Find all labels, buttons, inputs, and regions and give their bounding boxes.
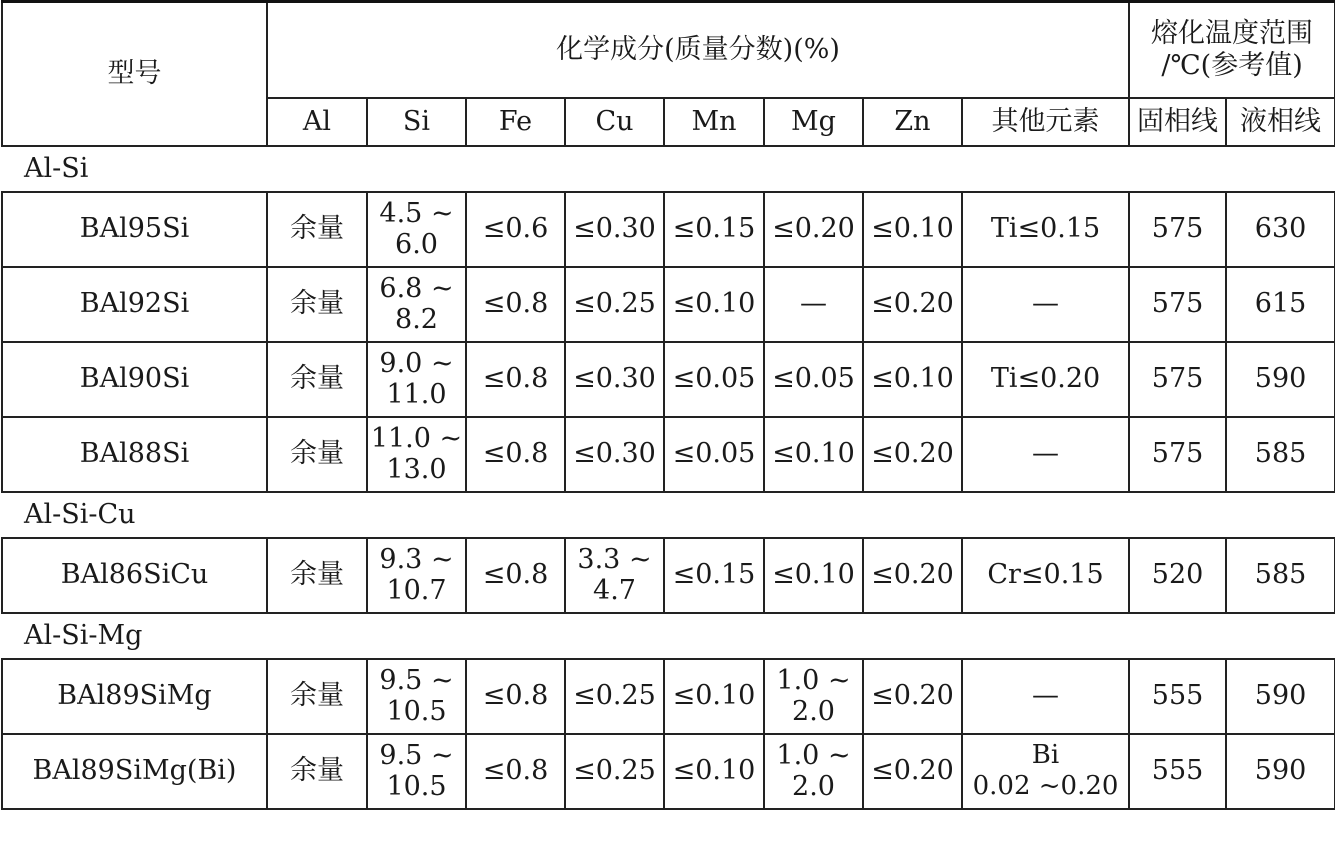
table-row [2, 192, 1335, 267]
cell-model: BAl88Si [2, 417, 267, 492]
cell-solidus: 520 [1129, 538, 1226, 613]
cell-zn: ≤0.20 [863, 538, 962, 613]
cell-liquidus: 585 [1226, 538, 1335, 613]
cell-zn: ≤0.10 [863, 192, 962, 267]
cell-cu: ≤0.30 [565, 417, 664, 492]
cell-mg-from: 1.0 ~ [776, 664, 851, 696]
cell-fe: ≤0.8 [466, 734, 565, 809]
header-element-fe: Fe [466, 98, 565, 146]
cell-other: — [962, 659, 1129, 734]
cell-si [367, 192, 466, 267]
cell-si-to: 13.0 [386, 453, 447, 485]
cell-si-to: 10.5 [386, 695, 447, 727]
group-row [2, 146, 1335, 192]
cell-other-line1: Bi [1031, 740, 1060, 770]
cell-fe: ≤0.8 [466, 267, 565, 342]
cell-liquidus: 590 [1226, 342, 1335, 417]
header-composition: 化学成分(质量分数)(%) [267, 2, 1129, 98]
header-liquidus: 液相线 [1226, 98, 1335, 146]
cell-si-from: 9.3 ~ [379, 543, 454, 575]
cell-other [962, 734, 1129, 809]
cell-solidus: 555 [1129, 734, 1226, 809]
header-melting-line1: 熔化温度范围 [1151, 17, 1314, 49]
cell-fe: ≤0.8 [466, 538, 565, 613]
cell-cu: ≤0.25 [565, 734, 664, 809]
cell-cu [565, 538, 664, 613]
cell-model: BAl95Si [2, 192, 267, 267]
cell-si [367, 267, 466, 342]
cell-si-from: 11.0 ~ [370, 422, 463, 454]
cell-mg-to: 2.0 [792, 770, 835, 802]
header-element-cu: Cu [565, 98, 664, 146]
table-row [2, 342, 1335, 417]
cell-model: BAl90Si [2, 342, 267, 417]
cell-mg-from: 1.0 ~ [776, 739, 851, 771]
cell-liquidus: 590 [1226, 659, 1335, 734]
cell-mn: ≤0.10 [664, 659, 764, 734]
cell-al: 余量 [267, 192, 367, 267]
table-row [2, 538, 1335, 613]
cell-other: Ti≤0.20 [962, 342, 1129, 417]
cell-solidus: 575 [1129, 192, 1226, 267]
cell-si-from: 4.5 ~ [379, 197, 454, 229]
cell-mn: ≤0.05 [664, 342, 764, 417]
cell-other: — [962, 417, 1129, 492]
cell-model: BAl92Si [2, 267, 267, 342]
cell-solidus: 575 [1129, 342, 1226, 417]
header-element-si: Si [367, 98, 466, 146]
cell-mn: ≤0.05 [664, 417, 764, 492]
cell-si-to: 11.0 [386, 378, 447, 410]
cell-si-from: 9.5 ~ [379, 739, 454, 771]
header-model: 型号 [2, 2, 267, 146]
cell-cu: ≤0.25 [565, 659, 664, 734]
header-element-mg: Mg [764, 98, 863, 146]
header-element-other: 其他元素 [962, 98, 1129, 146]
cell-al: 余量 [267, 267, 367, 342]
cell-mg: ≤0.20 [764, 192, 863, 267]
cell-si [367, 417, 466, 492]
header-melting-line2: /℃(参考值) [1161, 49, 1303, 81]
cell-model: BAl89SiMg [2, 659, 267, 734]
cell-other-line2: 0.02 ~0.20 [972, 771, 1119, 801]
header-melting-range [1129, 2, 1335, 98]
cell-mg: ≤0.05 [764, 342, 863, 417]
group-row [2, 492, 1335, 538]
cell-si-from: 9.5 ~ [379, 664, 454, 696]
cell-solidus: 575 [1129, 267, 1226, 342]
cell-liquidus: 585 [1226, 417, 1335, 492]
cell-al: 余量 [267, 659, 367, 734]
cell-liquidus: 630 [1226, 192, 1335, 267]
cell-solidus: 555 [1129, 659, 1226, 734]
cell-zn: ≤0.10 [863, 342, 962, 417]
cell-mg [764, 734, 863, 809]
header-element-mn: Mn [664, 98, 764, 146]
header-row-1 [2, 2, 1335, 98]
cell-mg: — [764, 267, 863, 342]
cell-mg: ≤0.10 [764, 417, 863, 492]
cell-mn: ≤0.15 [664, 192, 764, 267]
cell-mg: ≤0.10 [764, 538, 863, 613]
cell-fe: ≤0.8 [466, 342, 565, 417]
cell-zn: ≤0.20 [863, 659, 962, 734]
header-element-zn: Zn [863, 98, 962, 146]
header-element-al: Al [267, 98, 367, 146]
cell-fe: ≤0.8 [466, 417, 565, 492]
cell-liquidus: 590 [1226, 734, 1335, 809]
group-name: Al-Si-Cu [2, 492, 1335, 538]
cell-model: BAl86SiCu [2, 538, 267, 613]
table-row [2, 734, 1335, 809]
cell-cu: ≤0.25 [565, 267, 664, 342]
cell-zn: ≤0.20 [863, 734, 962, 809]
cell-al: 余量 [267, 734, 367, 809]
cell-si [367, 342, 466, 417]
cell-fe: ≤0.8 [466, 659, 565, 734]
cell-solidus: 575 [1129, 417, 1226, 492]
cell-si [367, 734, 466, 809]
cell-zn: ≤0.20 [863, 417, 962, 492]
cell-mn: ≤0.10 [664, 734, 764, 809]
cell-si-from: 9.0 ~ [379, 347, 454, 379]
cell-si [367, 659, 466, 734]
cell-other: Ti≤0.15 [962, 192, 1129, 267]
cell-si-to: 10.5 [386, 770, 447, 802]
cell-liquidus: 615 [1226, 267, 1335, 342]
cell-si-to: 8.2 [395, 303, 438, 335]
cell-al: 余量 [267, 538, 367, 613]
cell-si-to: 10.7 [386, 574, 447, 606]
cell-other: Cr≤0.15 [962, 538, 1129, 613]
cell-al: 余量 [267, 342, 367, 417]
group-name: Al-Si [2, 146, 1335, 192]
cell-al: 余量 [267, 417, 367, 492]
cell-mn: ≤0.15 [664, 538, 764, 613]
alloy-composition-table [1, 0, 1335, 810]
cell-model: BAl89SiMg(Bi) [2, 734, 267, 809]
cell-si-from: 6.8 ~ [379, 272, 454, 304]
group-name: Al-Si-Mg [2, 613, 1335, 659]
cell-si-to: 6.0 [395, 228, 438, 260]
cell-mg-to: 2.0 [792, 695, 835, 727]
table-row [2, 659, 1335, 734]
table-row [2, 267, 1335, 342]
cell-zn: ≤0.20 [863, 267, 962, 342]
header-solidus: 固相线 [1129, 98, 1226, 146]
cell-cu: ≤0.30 [565, 342, 664, 417]
table-row [2, 417, 1335, 492]
cell-fe: ≤0.6 [466, 192, 565, 267]
group-row [2, 613, 1335, 659]
cell-cu-from: 3.3 ~ [577, 543, 652, 575]
cell-cu-to: 4.7 [593, 574, 636, 606]
cell-mn: ≤0.10 [664, 267, 764, 342]
cell-other: — [962, 267, 1129, 342]
cell-si [367, 538, 466, 613]
cell-mg [764, 659, 863, 734]
cell-cu: ≤0.30 [565, 192, 664, 267]
